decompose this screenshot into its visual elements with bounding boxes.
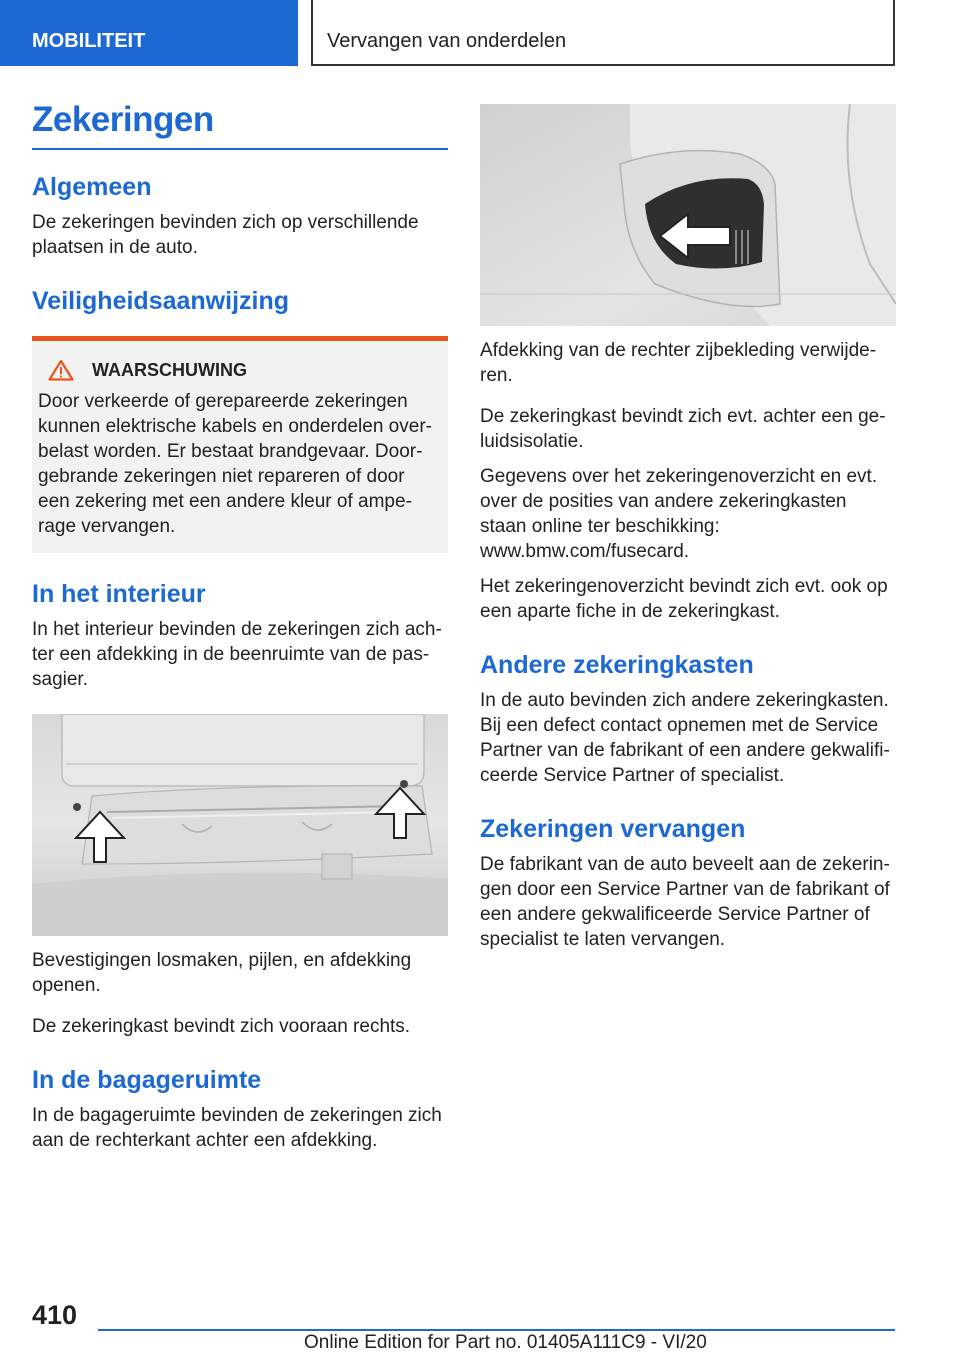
other-fuseboxes-heading: Andere zekeringkasten [480,651,754,679]
warning-text: Door verkeerde of gerepareerde zekeringen kunnen elektrische kabels en onderdelen overbelast worden. Er bestaat brandgevaar. Doorgebrande zekeringen niet repareren of door een zekering met een andere kleur of amperage vervangen. [38,391,432,537]
section-title: MOBILITEIT [32,30,146,52]
chapter-title: Vervangen van onderdelen [327,30,567,52]
fiche-text: Het zekeringenoverzicht bevindt zich evt. ook op een aparte fiche in de zekeringkast. [480,576,888,622]
warning-triangle-icon [48,359,74,381]
luggage-caption: Afdekking van de rechter zijbekleding verwijderen. [480,340,877,386]
general-heading: Algemeen [32,173,152,201]
interior-heading: In het interieur [32,580,206,608]
luggage-heading: In de bagageruimte [32,1066,262,1094]
luggage-text: In de bagageruimte bevinden de zekeringen zich aan de rechterkant achter een afdekking. [32,1105,442,1151]
luggage-note: De zekeringkast bevindt zich evt. achter een geluidsisolatie. [480,406,886,452]
other-fuseboxes-text: In de auto bevinden zich andere zekeringkasten. Bij een defect contact opnemen met de Service Partner van de fabrikant of een andere gekwalificeerde Service Partner of specialist. [480,690,890,786]
interior-note: De zekeringkast bevindt zich vooraan rechts. [32,1016,411,1037]
section-tab [0,0,298,66]
page-title: Zekeringen [32,100,448,150]
warning-header [40,359,434,381]
overview-text: Gegevens over het zekeringenoverzicht en evt. over de posities van andere zekeringkasten staan online ter beschikking: www.bmw.com/fusecard. [480,466,878,562]
warning-box [32,336,448,553]
left-column [32,100,448,1153]
interior-caption: Bevestigingen losmaken, pijlen, en afdekking openen. [32,950,412,996]
safety-heading: Veiligheidsaanwijzing [32,287,290,315]
chapter-tab [311,0,895,66]
page-number: 410 [32,1300,78,1330]
warning-label: WAARSCHUWING [92,359,247,380]
interior-text: In het interieur bevinden de zekeringen zich achter een afdekking in de beenruimte van de passagier. [32,619,442,690]
luggage-cover-figure [480,104,896,326]
replace-text: De fabrikant van de auto beveelt aan de zekeringen door een Service Partner van de fabrikant of een andere gekwalificeerde Service Partner of specialist te laten vervangen. [480,854,890,950]
general-text: De zekeringen bevinden zich op verschillende plaatsen in de auto. [32,212,419,258]
footer-divider [98,1329,895,1331]
replace-heading: Zekeringen vervangen [480,815,746,843]
footwell-cover-figure [32,714,448,936]
right-column [480,104,896,952]
edition-text: Online Edition for Part no. 01405A111C9 - VI/20 [304,1332,707,1353]
